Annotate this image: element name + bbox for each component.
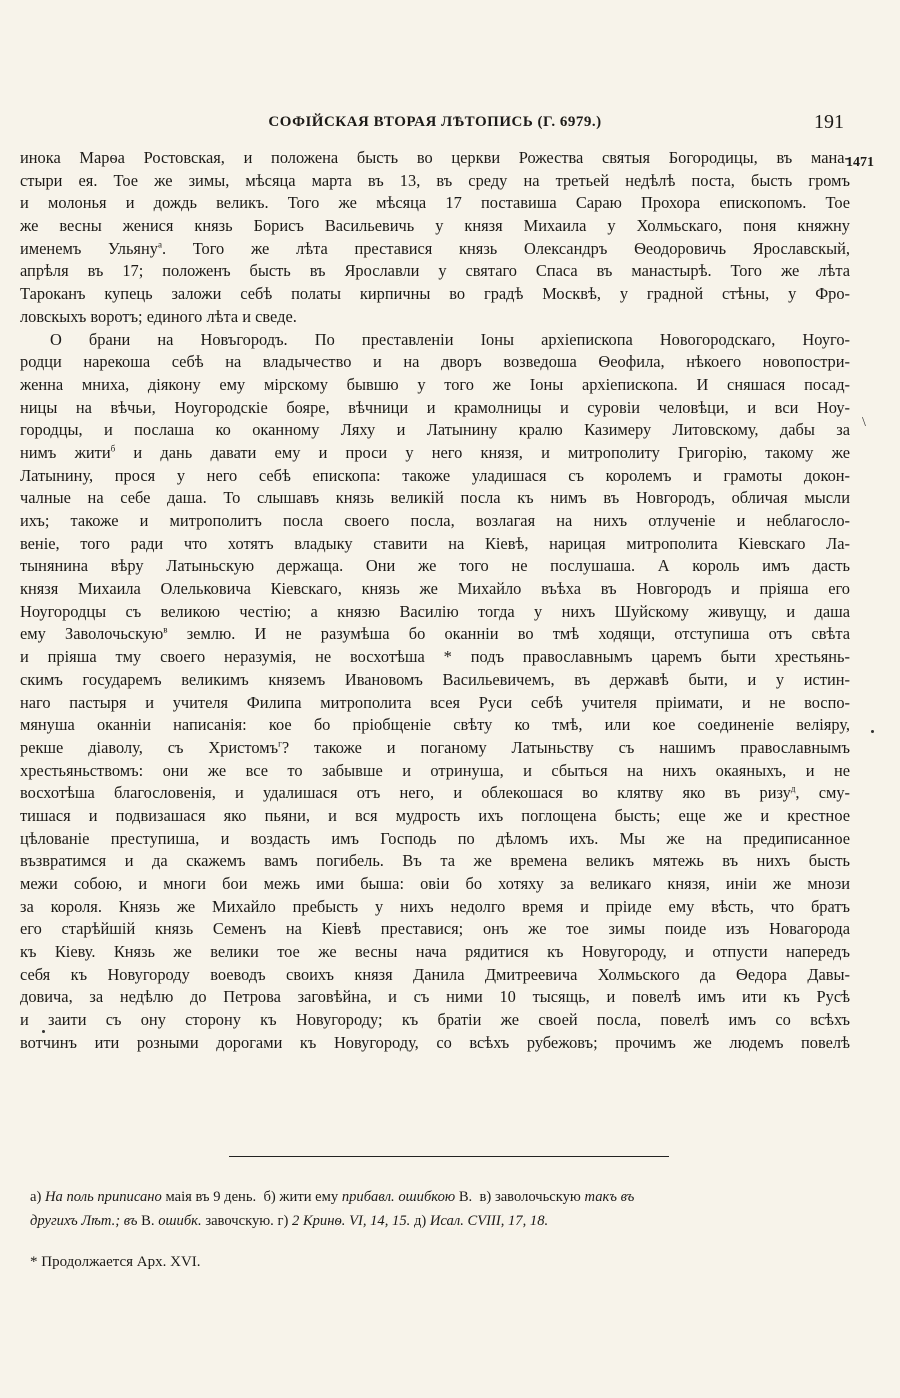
footnote-italic: такъ въ (584, 1189, 635, 1205)
text-line: къ Кіеву. Князь же велики тое же весны нача рядитися къ Новугороду, и отпусти напередъ (20, 942, 850, 962)
text-line: ихъ; такоже и митрополитъ посла своего посла, возлагая на нихъ отлученіе и неблагосло- (20, 511, 850, 530)
margin-tick-mark: \ (862, 415, 866, 430)
page-number: 191 (814, 111, 844, 133)
text-line: и заити съ ону сторону къ Новугороду; къ братіи же своей посла, повелѣ имъ со всѣхъ (20, 1010, 850, 1030)
footnotes (30, 1185, 850, 1233)
text-line: за короля. Князь же Михайло пребысть у нихъ недолго время и пріиде ему вѣсть, что братъ (20, 896, 850, 916)
text-line (20, 782, 850, 805)
footnote-mark-d: д (790, 783, 796, 794)
footnote-label: б) (263, 1189, 276, 1205)
text-segment: землю. И не разумѣша бо оканніи во тмѣ ходящи, отступиша отъ свѣта (186, 624, 850, 644)
footnote-line (30, 1209, 850, 1233)
margin-year: 1471 (846, 155, 874, 170)
footnote-text: маія въ 9 день. (165, 1189, 257, 1205)
text-line: тынянина вѣру Латыньскую держаща. Они же того не послушаша. А король имъ дасть (20, 556, 850, 576)
footnote-mark-b: б (110, 443, 116, 454)
text-segment: Того же лѣта преставися князь Олександръ Ѳеодоровичь Ярославскый, (192, 238, 850, 258)
footnote-text: В. (141, 1213, 155, 1229)
text-line: Тароканъ купець заложи себѣ полаты кирпичны во градѣ Москвѣ, у градной стѣны, у Фро- (20, 284, 850, 304)
footnote-label: д) (413, 1213, 427, 1229)
text-line: довича, за недѣлю до Петрова заговѣйна, и съ ними 10 тысящь, и повелѣ имъ ити къ Русѣ (20, 987, 850, 1007)
text-segment: именемъ Ульяну (20, 238, 158, 258)
text-line: хрестьяньствомъ: они же все то забывше и отринуша, и сбыться на нихъ окаяныхъ, и не (20, 760, 850, 780)
continuation-note: * Продолжается Арх. XVI. (30, 1254, 201, 1270)
text-line: вотчинъ ити розными дорогами къ Новугороду, со всѣхъ рубежовъ; прочимъ же людемъ повелѣ (20, 1032, 850, 1052)
text-line: инока Марѳа Ростовская, и положена бысть во церкви Рожества святыя Богородицы, въ мана- (20, 148, 850, 167)
running-title: СОФІЙСКАЯ ВТОРАЯ ЛѢТОПИСЬ (Г. 6979.) (268, 114, 602, 130)
text-line: родци нарекоша себѣ на владычество и на дворъ возведоша Ѳеофила, нѣкоего новопостри- (20, 352, 850, 372)
text-line: ловскыхъ воротъ; единого лѣта и сведе. (20, 306, 297, 326)
footnote-mark-g: г (278, 738, 282, 749)
footnote-text: жити ему (279, 1189, 339, 1205)
text-line: тишася и подвизашася яко пьяни, и вся мудрость ихъ поглощена бысть; еще же и крестное (20, 805, 850, 825)
footnote-mark-a: а (157, 239, 162, 250)
footnote-italic: прибавл. ошибкою (341, 1189, 456, 1205)
text-line: скимъ государемъ великимъ княземъ Ивановомъ Васильевичемъ, въ державѣ быти, и у истин- (20, 669, 850, 689)
text-line: апрѣля въ 17; положенъ бысть въ Ярославли у святаго Спаса въ манастырѣ. Того же лѣта (20, 261, 850, 281)
text-line: и пріяша тму своего неразумія, не восхотѣша * подъ православнымъ царемъ быти хрестьянь- (20, 647, 850, 667)
footnote-label: г) (277, 1213, 289, 1229)
text-line: себя къ Новугороду воеводъ своихъ князя Данила Дмитреевича Холмьского да Ѳедора Давы- (20, 964, 850, 984)
text-line: Латынину, прося у него себѣ епископа: такоже уладишася съ королемъ и грамоты докон- (20, 465, 850, 485)
text-segment: , сму- (795, 783, 850, 803)
text-line: князя Михаила Олельковича Кіевскаго, князь же Михайло въѣха въ Новгородъ и пріяша его (20, 579, 850, 599)
text-line: наго пастыря и учителя Филипа митрополита всея Руси себѣ учителя пріимати, и не воспо- (20, 692, 850, 712)
footnote-mark-v: в (163, 624, 168, 635)
text-line (20, 623, 850, 646)
text-line: межи собою, и многи бои межь ими быша: овіи бо хотяху за великаго князя, иніи же мнози (20, 874, 850, 893)
footnote-separator (229, 1156, 669, 1157)
footnote-italic: 2 Кринѳ. VI, 14, 15. (292, 1213, 411, 1229)
text-line: ницы на вѣчьи, Ноугородскіе бояре, вѣчници и крамолницы и суровіи человѣци, и вси Ноу- (20, 397, 850, 417)
footnote-text: заволочьскую (494, 1189, 581, 1205)
text-line (20, 442, 850, 465)
text-line: и молонья и дождь великъ. Того же мѣсяца 17 поставиша Сараю Прохора епископомъ. Тое (20, 193, 850, 213)
text-segment: нимъ жити (20, 442, 111, 462)
footnote-italic: На поль приписано (45, 1189, 162, 1205)
text-segment: рекше діаволу, съ Христомъ (20, 737, 279, 757)
text-line: цѣлованіе преступиша, и воздасть имъ Господь по дѣломъ ихъ. Мы же на предиписанное (20, 828, 850, 848)
text-line: Ноугородцы съ великою честію; а князю Василію тогда у нихъ Шуйскому живущу, и даша (20, 601, 850, 621)
text-segment: ? такоже и поганому Латыньству съ нашимъ православнымъ (281, 737, 850, 757)
text-line: стыри ея. Тое же зимы, мѣсяца марта въ 13, въ среду на третьей недѣлѣ поста, бысть громъ (20, 170, 850, 190)
text-line: его старѣйшій князь Семенъ на Кіевѣ преставися; онъ же тое зимы поиде изъ Новагорода (20, 919, 850, 939)
text-segment: и дань давати ему и проси у него князя, и митрополиту Григорію, такому же (133, 442, 850, 462)
footnote-text: завочскую. (205, 1213, 274, 1229)
margin-dot (871, 730, 874, 733)
footnote-italic: Исал. CVIII, 17, 18. (429, 1213, 549, 1229)
text-line: городцы, и послаша ко оканному Ляху и Латынину кралю Казимеру Литовскому, дабы за (20, 420, 850, 440)
footnote-text: В. (458, 1189, 473, 1205)
footnote-label: в) (479, 1189, 492, 1205)
text-line: възвратимся и да скажемъ вамъ погибель. Въ та же времена великъ мятежь въ нихъ бысть (20, 851, 850, 871)
text-line (20, 737, 850, 760)
text-line: чалные на себе даша. То слышавъ князь великій посла къ нимъ въ Новгородъ, обличая мысли (20, 488, 850, 508)
text-line: же весны женися князь Борисъ Васильевичь у князя Михаила у Холмьскаго, поня княжну (20, 216, 850, 236)
margin-dot (42, 1030, 45, 1033)
text-line: именемъ Ульяну$^а$. Того же лѣта преставися князь Олександръ Ѳеодоровичь Ярославскый, (20, 238, 850, 258)
footnote-italic: ошибк. (158, 1213, 202, 1229)
page-header (20, 111, 850, 140)
text-line: женна мниха, діякону ему мірскому бывшю у того же Іоны архіепископа. И сняшася посад- (20, 374, 850, 394)
text-line: веніе, того ради что хотятъ владыку ставити на Кіевѣ, нарицая митрополита Кіевскаго Ла- (20, 533, 850, 553)
text-line: О брани на Новъгородъ. По преставленіи Іоны архіепископа Новогородскаго, Ноуго- (50, 329, 850, 349)
text-segment: восхотѣша благословенія, и удалишася отъ него, и облекошася во клятву яко въ ризу (20, 783, 791, 803)
footnote-line (30, 1185, 850, 1209)
text-line: мянуша оканніи написанія: кое бо пріобщеніе свѣту ко тмѣ, или кое соединеніе веліяру, (20, 715, 850, 735)
text-segment: ему Заволочьскую (20, 624, 164, 644)
footnote-italic: другихъ Лѣт.; въ (30, 1213, 138, 1229)
footnote-label: а) (30, 1189, 42, 1205)
chronicle-text (20, 147, 850, 1055)
